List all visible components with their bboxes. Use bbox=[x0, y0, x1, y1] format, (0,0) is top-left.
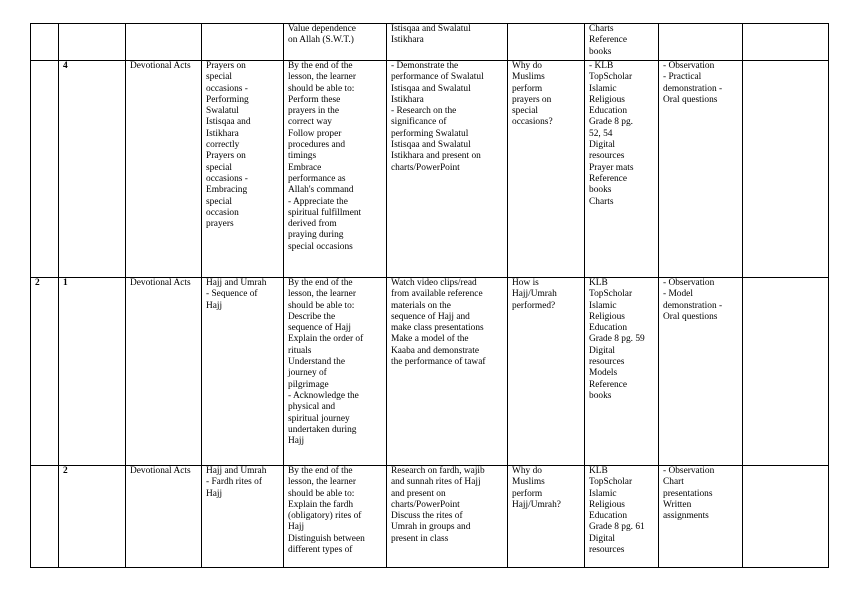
cell-text-line: Models bbox=[589, 368, 618, 379]
cell-text-line: Islamic bbox=[589, 300, 617, 311]
cell-text-line: (obligatory) rites of bbox=[288, 511, 362, 522]
sub-strand-cell bbox=[202, 466, 284, 568]
cell-text-line: prayers on bbox=[512, 94, 552, 105]
cell-text-line: occasions - bbox=[206, 173, 248, 184]
cell-text-line: timings bbox=[288, 151, 317, 162]
lesson-cell: 4 bbox=[59, 61, 126, 278]
cell-text-line: should be able to: bbox=[288, 83, 355, 94]
sub-strand-cell bbox=[202, 24, 284, 61]
cell-text-line: Prayers on bbox=[206, 151, 246, 162]
cell-text-line: 52, 54 bbox=[589, 128, 613, 139]
learning-experiences-cell bbox=[387, 61, 508, 278]
cell-text-line: different types of bbox=[288, 545, 353, 556]
cell-text-line: resources bbox=[589, 357, 625, 368]
cell-text-line: significance of bbox=[391, 117, 447, 128]
table-row bbox=[31, 24, 829, 61]
cell-text-line: TopScholar bbox=[589, 72, 633, 83]
sub-strand-cell bbox=[202, 278, 284, 466]
cell-text-line: By the end of the bbox=[288, 278, 353, 288]
cell-text-line: Research on fardh, wajib bbox=[391, 466, 485, 476]
cell-text-line: Muslims bbox=[512, 72, 545, 83]
cell-text-line: special bbox=[206, 72, 233, 83]
cell-text-line: books bbox=[589, 185, 612, 196]
cell-text-line: Hajj and Umrah bbox=[206, 278, 267, 288]
cell-text-line: presentations bbox=[663, 488, 713, 499]
table-row bbox=[31, 61, 829, 278]
cell-text-line: Education bbox=[589, 511, 628, 522]
learning-resources-cell bbox=[585, 24, 659, 61]
cell-text-line: spiritual fulfillment bbox=[288, 207, 362, 218]
cell-text-line: undertaken during bbox=[288, 424, 357, 435]
table-row bbox=[31, 466, 829, 568]
week-cell bbox=[31, 466, 59, 568]
cell-text-line: Make a model of the bbox=[391, 334, 469, 345]
cell-text-line: special occasions bbox=[288, 241, 353, 252]
cell-text-line: performance as bbox=[288, 173, 346, 184]
cell-text-line: the performance of tawaf bbox=[391, 357, 486, 368]
cell-text-line: on Allah (S.W.T.) bbox=[288, 35, 354, 46]
cell-text-line: charts/PowerPoint bbox=[391, 162, 460, 173]
cell-text-line: books bbox=[589, 390, 612, 401]
assessment-cell bbox=[659, 278, 743, 466]
cell-text-line: Oral questions bbox=[663, 94, 718, 105]
cell-text-line: Performing bbox=[206, 94, 249, 105]
cell-text-line: Hajj bbox=[206, 300, 223, 311]
cell-text-line: assignments bbox=[663, 511, 709, 522]
cell-text-line: Reference bbox=[589, 173, 627, 184]
cell-text-line: Istisqaa and Swalatul bbox=[391, 24, 471, 34]
reflection-cell bbox=[743, 466, 829, 568]
lesson-cell bbox=[59, 24, 126, 61]
cell-text-line: Charts bbox=[589, 196, 614, 207]
cell-text-line: Describe the bbox=[288, 311, 336, 322]
cell-text-line: from available reference bbox=[391, 289, 483, 300]
cell-text-line: Swalatul bbox=[206, 106, 239, 117]
cell-text-line: physical and bbox=[288, 402, 336, 413]
cell-text-line: Istikhara bbox=[391, 35, 424, 46]
learning-experiences-cell bbox=[387, 278, 508, 466]
cell-text-line: Why do bbox=[512, 61, 542, 71]
learning-resources-cell bbox=[585, 466, 659, 568]
cell-text-line: - Model bbox=[663, 289, 693, 300]
cell-text-line: Hajj bbox=[206, 488, 223, 499]
assessment-cell bbox=[659, 24, 743, 61]
cell-text-line: Hajj and Umrah bbox=[206, 466, 267, 476]
cell-text-line: Kaaba and demonstrate bbox=[391, 345, 479, 356]
cell-text-line: Education bbox=[589, 323, 628, 334]
cell-text-line: Islamic bbox=[589, 83, 617, 94]
cell-text-line: special bbox=[206, 162, 233, 173]
cell-text-line: derived from bbox=[288, 219, 337, 230]
cell-text-line: perform bbox=[512, 488, 543, 499]
cell-text-line: Why do bbox=[512, 466, 542, 476]
cell-text-line: - Observation bbox=[663, 61, 715, 71]
cell-text-line: Follow proper bbox=[288, 128, 342, 139]
cell-text-line: Grade 8 pg. bbox=[589, 117, 633, 128]
cell-text-line: performed? bbox=[512, 300, 556, 311]
cell-text-line: Istikhara bbox=[206, 128, 239, 139]
cell-text-line: special bbox=[512, 106, 539, 117]
cell-text-line: should be able to: bbox=[288, 300, 355, 311]
cell-text-line: Hajj bbox=[288, 522, 305, 533]
cell-text-line: Written bbox=[663, 499, 692, 510]
cell-text-line: demonstration - bbox=[663, 300, 723, 311]
cell-text-line: Umrah in groups and bbox=[391, 522, 471, 533]
cell-text-line: Grade 8 pg. 59 bbox=[589, 334, 645, 345]
cell-text-line: Allah's command bbox=[288, 185, 354, 196]
learning-experiences-cell bbox=[387, 24, 508, 61]
cell-text-line: - Fardh rites of bbox=[206, 477, 262, 488]
cell-text-line: How is bbox=[512, 278, 539, 288]
cell-text-line: Oral questions bbox=[663, 311, 718, 322]
cell-text-line: prayers bbox=[206, 219, 234, 230]
cell-text-line: - Acknowledge the bbox=[288, 390, 359, 401]
cell-text-line: Istikhara bbox=[391, 94, 424, 105]
cell-text-line: lesson, the learner bbox=[288, 289, 356, 300]
reflection-cell bbox=[743, 24, 829, 61]
table-row bbox=[31, 278, 829, 466]
cell-text-line: spiritual journey bbox=[288, 413, 350, 424]
key-inquiry-cell bbox=[508, 466, 585, 568]
cell-text-line: perform bbox=[512, 83, 543, 94]
cell-text-line: By the end of the bbox=[288, 466, 353, 476]
cell-text-line: present in class bbox=[391, 533, 449, 544]
assessment-cell bbox=[659, 61, 743, 278]
cell-text-line: books bbox=[589, 46, 612, 57]
key-inquiry-cell bbox=[508, 24, 585, 61]
cell-text-line: - Research on the bbox=[391, 106, 457, 117]
cell-text-line: Embracing bbox=[206, 185, 248, 196]
cell-text-line: Hajj bbox=[288, 436, 305, 447]
cell-text-line: Istisqaa and bbox=[206, 117, 251, 128]
week-cell bbox=[31, 24, 59, 61]
cell-text-line: Education bbox=[589, 106, 628, 117]
cell-text-line: special bbox=[206, 196, 233, 207]
cell-text-line: Chart bbox=[663, 477, 684, 488]
strand-cell bbox=[126, 24, 202, 61]
learning-outcomes-cell bbox=[284, 278, 387, 466]
learning-outcomes-cell bbox=[284, 24, 387, 61]
learning-outcomes-cell bbox=[284, 61, 387, 278]
strand-cell: Devotional Acts bbox=[126, 278, 202, 466]
cell-text-line: praying during bbox=[288, 230, 344, 241]
cell-text-line: and present on bbox=[391, 488, 446, 499]
cell-text-line: - KLB bbox=[589, 61, 614, 71]
cell-text-line: TopScholar bbox=[589, 289, 633, 300]
cell-text-line: occasions? bbox=[512, 117, 553, 128]
cell-text-line: lesson, the learner bbox=[288, 72, 356, 83]
cell-text-line: - Demonstrate the bbox=[391, 61, 459, 71]
cell-text-line: Istikhara and present on bbox=[391, 151, 481, 162]
cell-text-line: Muslims bbox=[512, 477, 545, 488]
cell-text-line: Explain the fardh bbox=[288, 499, 354, 510]
cell-text-line: - Observation bbox=[663, 466, 715, 476]
sub-strand-cell bbox=[202, 61, 284, 278]
cell-text-line: correct way bbox=[288, 117, 332, 128]
cell-text-line: Religious bbox=[589, 94, 625, 105]
cell-text-line: Religious bbox=[589, 311, 625, 322]
cell-text-line: Embrace bbox=[288, 162, 322, 173]
cell-text-line: Perform these bbox=[288, 94, 341, 105]
cell-text-line: resources bbox=[589, 151, 625, 162]
cell-text-line: - Appreciate the bbox=[288, 196, 348, 207]
cell-text-line: journey of bbox=[288, 368, 327, 379]
cell-text-line: materials on the bbox=[391, 300, 451, 311]
cell-text-line: - Observation bbox=[663, 278, 715, 288]
cell-text-line: demonstration - bbox=[663, 83, 723, 94]
cell-text-line: rituals bbox=[288, 345, 312, 356]
cell-text-line: Reference bbox=[589, 379, 627, 390]
cell-text-line: Digital bbox=[589, 140, 616, 151]
cell-text-line: Digital bbox=[589, 533, 616, 544]
strand-cell: Devotional Acts bbox=[126, 61, 202, 278]
strand-cell: Devotional Acts bbox=[126, 466, 202, 568]
cell-text-line: Prayer mats bbox=[589, 162, 634, 173]
cell-text-line: performance of Swalatul bbox=[391, 72, 484, 83]
cell-text-line: make class presentations bbox=[391, 323, 484, 334]
cell-text-line: charts/PowerPoint bbox=[391, 499, 460, 510]
learning-experiences-cell bbox=[387, 466, 508, 568]
cell-text-line: Discuss the rites of bbox=[391, 511, 463, 522]
scheme-of-work-table bbox=[30, 23, 829, 568]
learning-outcomes-cell bbox=[284, 466, 387, 568]
cell-text-line: Hajj/Umrah bbox=[512, 289, 557, 300]
cell-text-line: correctly bbox=[206, 140, 240, 151]
cell-text-line: and sunnah rites of Hajj bbox=[391, 477, 481, 488]
lesson-cell: 2 bbox=[59, 466, 126, 568]
cell-text-line: occasion bbox=[206, 207, 239, 218]
table-body bbox=[31, 24, 829, 568]
cell-text-line: - Sequence of bbox=[206, 289, 258, 300]
assessment-cell bbox=[659, 466, 743, 568]
cell-text-line: TopScholar bbox=[589, 477, 633, 488]
cell-text-line: Istisqaa and Swalatul bbox=[391, 140, 471, 151]
lesson-cell: 1 bbox=[59, 278, 126, 466]
cell-text-line: sequence of Hajj bbox=[288, 323, 351, 334]
cell-text-line: Prayers on bbox=[206, 61, 246, 71]
cell-text-line: - Practical bbox=[663, 72, 702, 83]
cell-text-line: resources bbox=[589, 545, 625, 556]
learning-resources-cell bbox=[585, 61, 659, 278]
learning-resources-cell bbox=[585, 278, 659, 466]
cell-text-line: Charts bbox=[589, 24, 614, 34]
cell-text-line: Watch video clips/read bbox=[391, 278, 477, 288]
cell-text-line: KLB bbox=[589, 278, 608, 288]
cell-text-line: prayers in the bbox=[288, 106, 340, 117]
cell-text-line: occasions - bbox=[206, 83, 248, 94]
cell-text-line: Religious bbox=[589, 499, 625, 510]
key-inquiry-cell bbox=[508, 61, 585, 278]
cell-text-line: should be able to: bbox=[288, 488, 355, 499]
reflection-cell bbox=[743, 278, 829, 466]
cell-text-line: Reference bbox=[589, 35, 627, 46]
cell-text-line: Islamic bbox=[589, 488, 617, 499]
cell-text-line: Hajj/Umrah? bbox=[512, 499, 561, 510]
cell-text-line: pilgrimage bbox=[288, 379, 329, 390]
cell-text-line: procedures and bbox=[288, 140, 346, 151]
cell-text-line: Distinguish between bbox=[288, 533, 365, 544]
cell-text-line: Understand the bbox=[288, 357, 346, 368]
cell-text-line: sequence of Hajj and bbox=[391, 311, 470, 322]
cell-text-line: By the end of the bbox=[288, 61, 353, 71]
reflection-cell bbox=[743, 61, 829, 278]
key-inquiry-cell bbox=[508, 278, 585, 466]
cell-text-line: Explain the order of bbox=[288, 334, 364, 345]
cell-text-line: Value dependence bbox=[288, 24, 356, 34]
cell-text-line: Grade 8 pg. 61 bbox=[589, 522, 645, 533]
cell-text-line: Digital bbox=[589, 345, 616, 356]
week-cell bbox=[31, 61, 59, 278]
cell-text-line: performing Swalatul bbox=[391, 128, 469, 139]
week-cell: 2 bbox=[31, 278, 59, 466]
cell-text-line: Istisqaa and Swalatul bbox=[391, 83, 471, 94]
cell-text-line: KLB bbox=[589, 466, 608, 476]
cell-text-line: lesson, the learner bbox=[288, 477, 356, 488]
